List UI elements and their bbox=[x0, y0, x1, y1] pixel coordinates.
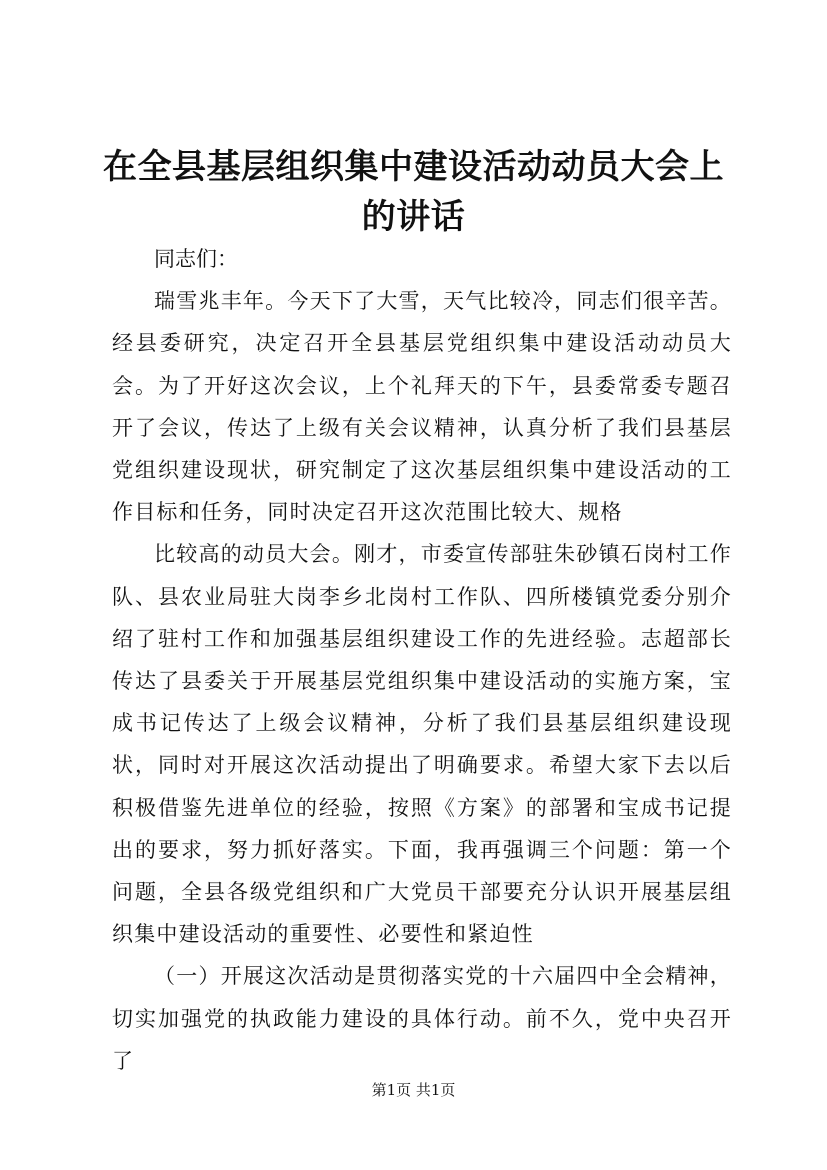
page-footer: 第1页 共1页 bbox=[371, 1081, 456, 1099]
body-paragraph: 瑞雪兆丰年。今天下了大雪，天气比较冷，同志们很辛苦。经县委研究，决定召开全县基层党组织集中建设活动动员大会。为了开好这次会议，上个礼拜天的下午，县委常委专题召开了会议，传达了上级有关会议精神，认真分析了我们县基层党组织建设现状，研究制定了这次基层组织集中建设活动的工作目标和任务，同时决定召开这次范围比较大、规格 bbox=[112, 289, 732, 525]
document-body bbox=[112, 238, 732, 1082]
body-paragraph: 比较高的动员大会。刚才，市委宣传部驻朱砂镇石岗村工作队、县农业局驻大岗李乡北岗村工作队、四所楼镇党委分别介绍了驻村工作和加强基层组织建设工作的先进经验。志超部长传达了县委关于开展基层党组织集中建设活动的实施方案，宝成书记传达了上级会议精神，分析了我们县基层组织建设现状，同时对开展这次活动提出了明确要求。希望大家下去以后积极借鉴先进单位的经验，按照《方案》的部署和宝成书记提出的要求，努力抓好落实。下面，我再强调三个问题：第一个问题，全县各级党组织和广大党员干部要充分认识开展基层组织集中建设活动的重要性、必要性和紧迫性 bbox=[112, 542, 732, 947]
document-title: 在全县基层组织集中建设活动动员大会上的讲话 bbox=[103, 147, 724, 237]
body-paragraph: （一）开展这次活动是贯彻落实党的十六届四中全会精神，切实加强党的执政能力建设的具体行动。前不久，党中央召开了 bbox=[112, 964, 732, 1073]
salutation-paragraph: 同志们： bbox=[154, 247, 238, 271]
